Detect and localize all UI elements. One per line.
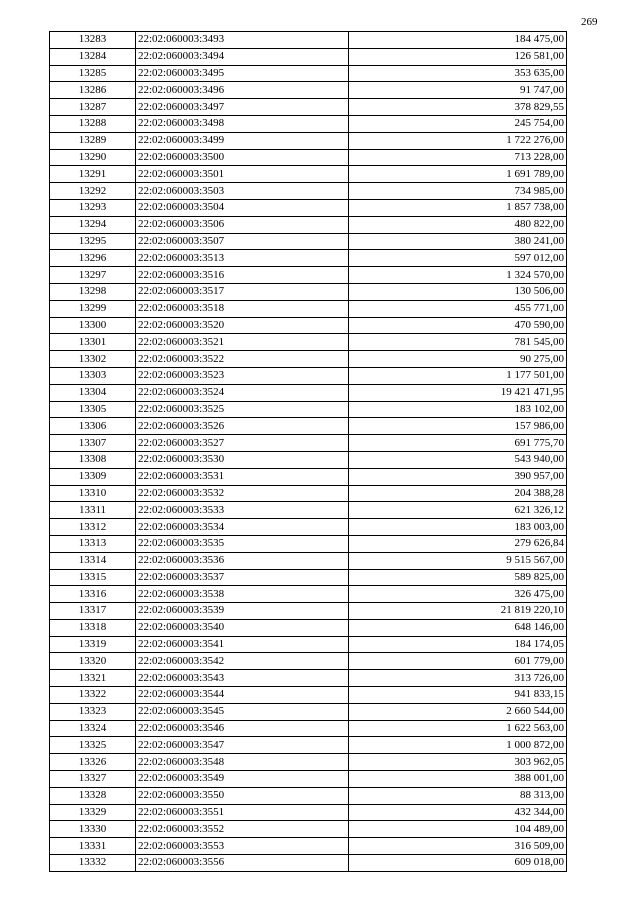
cadastral-number-cell: 22:02:060003:3497 — [136, 99, 349, 116]
row-number-cell: 13283 — [50, 32, 136, 49]
row-number-cell: 13326 — [50, 754, 136, 771]
row-number-cell: 13332 — [50, 855, 136, 872]
row-number-cell: 13303 — [50, 367, 136, 384]
cadastral-number-cell: 22:02:060003:3539 — [136, 603, 349, 620]
cadastral-number-cell: 22:02:060003:3536 — [136, 552, 349, 569]
cadastral-number-cell: 22:02:060003:3537 — [136, 569, 349, 586]
value-cell: 609 018,00 — [349, 855, 567, 872]
cadastral-number-cell: 22:02:060003:3523 — [136, 367, 349, 384]
cadastral-number-cell: 22:02:060003:3525 — [136, 401, 349, 418]
row-number-cell: 13315 — [50, 569, 136, 586]
value-cell: 326 475,00 — [349, 586, 567, 603]
row-number-cell: 13300 — [50, 317, 136, 334]
cadastral-number-cell: 22:02:060003:3501 — [136, 166, 349, 183]
row-number-cell: 13312 — [50, 519, 136, 536]
table-row — [50, 687, 567, 704]
table-row — [50, 351, 567, 368]
value-cell: 316 509,00 — [349, 838, 567, 855]
value-cell: 303 962,05 — [349, 754, 567, 771]
table-row — [50, 401, 567, 418]
cadastral-number-cell: 22:02:060003:3526 — [136, 418, 349, 435]
row-number-cell: 13297 — [50, 267, 136, 284]
cadastral-number-cell: 22:02:060003:3532 — [136, 485, 349, 502]
cadastral-number-cell: 22:02:060003:3522 — [136, 351, 349, 368]
cadastral-number-cell: 22:02:060003:3518 — [136, 300, 349, 317]
cadastral-number-cell: 22:02:060003:3538 — [136, 586, 349, 603]
value-cell: 1 177 501,00 — [349, 367, 567, 384]
cadastral-number-cell: 22:02:060003:3540 — [136, 619, 349, 636]
row-number-cell: 13319 — [50, 636, 136, 653]
cadastral-number-cell: 22:02:060003:3516 — [136, 267, 349, 284]
value-cell: 184 174,05 — [349, 636, 567, 653]
value-cell: 734 985,00 — [349, 183, 567, 200]
value-cell: 9 515 567,00 — [349, 552, 567, 569]
row-number-cell: 13302 — [50, 351, 136, 368]
row-number-cell: 13295 — [50, 233, 136, 250]
registry-table — [49, 31, 567, 872]
cadastral-number-cell: 22:02:060003:3506 — [136, 216, 349, 233]
value-cell: 601 779,00 — [349, 653, 567, 670]
value-cell: 432 344,00 — [349, 804, 567, 821]
row-number-cell: 13293 — [50, 199, 136, 216]
value-cell: 1 691 789,00 — [349, 166, 567, 183]
value-cell: 19 421 471,95 — [349, 384, 567, 401]
value-cell: 2 660 544,00 — [349, 703, 567, 720]
cadastral-number-cell: 22:02:060003:3542 — [136, 653, 349, 670]
row-number-cell: 13298 — [50, 283, 136, 300]
page-number: 269 — [581, 16, 598, 28]
cadastral-number-cell: 22:02:060003:3535 — [136, 535, 349, 552]
cadastral-number-cell: 22:02:060003:3547 — [136, 737, 349, 754]
table-row — [50, 754, 567, 771]
value-cell: 597 012,00 — [349, 250, 567, 267]
row-number-cell: 13316 — [50, 586, 136, 603]
table-row — [50, 552, 567, 569]
cadastral-number-cell: 22:02:060003:3551 — [136, 804, 349, 821]
row-number-cell: 13304 — [50, 384, 136, 401]
value-cell: 713 228,00 — [349, 149, 567, 166]
value-cell: 390 957,00 — [349, 468, 567, 485]
table-row — [50, 451, 567, 468]
row-number-cell: 13290 — [50, 149, 136, 166]
value-cell: 353 635,00 — [349, 65, 567, 82]
value-cell: 388 001,00 — [349, 771, 567, 788]
cadastral-number-cell: 22:02:060003:3517 — [136, 283, 349, 300]
cadastral-number-cell: 22:02:060003:3520 — [136, 317, 349, 334]
value-cell: 781 545,00 — [349, 334, 567, 351]
value-cell: 126 581,00 — [349, 48, 567, 65]
table-row — [50, 132, 567, 149]
cadastral-number-cell: 22:02:060003:3499 — [136, 132, 349, 149]
cadastral-number-cell: 22:02:060003:3534 — [136, 519, 349, 536]
cadastral-number-cell: 22:02:060003:3549 — [136, 771, 349, 788]
cadastral-number-cell: 22:02:060003:3527 — [136, 435, 349, 452]
value-cell: 313 726,00 — [349, 670, 567, 687]
value-cell: 183 003,00 — [349, 519, 567, 536]
cadastral-number-cell: 22:02:060003:3550 — [136, 787, 349, 804]
table-row — [50, 384, 567, 401]
value-cell: 648 146,00 — [349, 619, 567, 636]
row-number-cell: 13307 — [50, 435, 136, 452]
row-number-cell: 13289 — [50, 132, 136, 149]
row-number-cell: 13311 — [50, 502, 136, 519]
row-number-cell: 13301 — [50, 334, 136, 351]
cadastral-number-cell: 22:02:060003:3493 — [136, 32, 349, 49]
cadastral-number-cell: 22:02:060003:3541 — [136, 636, 349, 653]
value-cell: 1 622 563,00 — [349, 720, 567, 737]
value-cell: 470 590,00 — [349, 317, 567, 334]
table-row — [50, 502, 567, 519]
row-number-cell: 13299 — [50, 300, 136, 317]
row-number-cell: 13284 — [50, 48, 136, 65]
cadastral-number-cell: 22:02:060003:3530 — [136, 451, 349, 468]
table-body — [50, 32, 567, 872]
cadastral-number-cell: 22:02:060003:3553 — [136, 838, 349, 855]
table-row — [50, 737, 567, 754]
table-row — [50, 485, 567, 502]
cadastral-number-cell: 22:02:060003:3543 — [136, 670, 349, 687]
cadastral-number-cell: 22:02:060003:3500 — [136, 149, 349, 166]
table-row — [50, 821, 567, 838]
table-row — [50, 166, 567, 183]
table-row — [50, 82, 567, 99]
table-row — [50, 586, 567, 603]
row-number-cell: 13287 — [50, 99, 136, 116]
cadastral-number-cell: 22:02:060003:3556 — [136, 855, 349, 872]
value-cell: 455 771,00 — [349, 300, 567, 317]
value-cell: 130 506,00 — [349, 283, 567, 300]
table-row — [50, 535, 567, 552]
row-number-cell: 13321 — [50, 670, 136, 687]
table-row — [50, 99, 567, 116]
table-row — [50, 619, 567, 636]
table-row — [50, 317, 567, 334]
value-cell: 184 475,00 — [349, 32, 567, 49]
table-row — [50, 233, 567, 250]
row-number-cell: 13308 — [50, 451, 136, 468]
row-number-cell: 13291 — [50, 166, 136, 183]
row-number-cell: 13318 — [50, 619, 136, 636]
value-cell: 1 857 738,00 — [349, 199, 567, 216]
table-row — [50, 636, 567, 653]
table-row — [50, 32, 567, 49]
row-number-cell: 13324 — [50, 720, 136, 737]
table-row — [50, 435, 567, 452]
table-row — [50, 468, 567, 485]
table-row — [50, 300, 567, 317]
cadastral-number-cell: 22:02:060003:3507 — [136, 233, 349, 250]
table-row — [50, 720, 567, 737]
table-row — [50, 149, 567, 166]
row-number-cell: 13306 — [50, 418, 136, 435]
table-row — [50, 65, 567, 82]
cadastral-number-cell: 22:02:060003:3548 — [136, 754, 349, 771]
row-number-cell: 13296 — [50, 250, 136, 267]
table-row — [50, 267, 567, 284]
value-cell: 204 388,28 — [349, 485, 567, 502]
value-cell: 91 747,00 — [349, 82, 567, 99]
value-cell: 1 000 872,00 — [349, 737, 567, 754]
cadastral-number-cell: 22:02:060003:3521 — [136, 334, 349, 351]
table-row — [50, 250, 567, 267]
cadastral-number-cell: 22:02:060003:3496 — [136, 82, 349, 99]
cadastral-number-cell: 22:02:060003:3513 — [136, 250, 349, 267]
value-cell: 543 940,00 — [349, 451, 567, 468]
row-number-cell: 13294 — [50, 216, 136, 233]
row-number-cell: 13313 — [50, 535, 136, 552]
table-row — [50, 670, 567, 687]
table-row — [50, 115, 567, 132]
value-cell: 589 825,00 — [349, 569, 567, 586]
table-row — [50, 653, 567, 670]
row-number-cell: 13310 — [50, 485, 136, 502]
table-row — [50, 804, 567, 821]
value-cell: 104 489,00 — [349, 821, 567, 838]
table-row — [50, 216, 567, 233]
row-number-cell: 13325 — [50, 737, 136, 754]
row-number-cell: 13317 — [50, 603, 136, 620]
row-number-cell: 13327 — [50, 771, 136, 788]
value-cell: 1 324 570,00 — [349, 267, 567, 284]
row-number-cell: 13314 — [50, 552, 136, 569]
row-number-cell: 13331 — [50, 838, 136, 855]
row-number-cell: 13309 — [50, 468, 136, 485]
table-row — [50, 48, 567, 65]
value-cell: 1 722 276,00 — [349, 132, 567, 149]
value-cell: 691 775,70 — [349, 435, 567, 452]
value-cell: 157 986,00 — [349, 418, 567, 435]
value-cell: 941 833,15 — [349, 687, 567, 704]
row-number-cell: 13285 — [50, 65, 136, 82]
table-row — [50, 418, 567, 435]
value-cell: 480 822,00 — [349, 216, 567, 233]
cadastral-number-cell: 22:02:060003:3544 — [136, 687, 349, 704]
value-cell: 279 626,84 — [349, 535, 567, 552]
value-cell: 183 102,00 — [349, 401, 567, 418]
table-row — [50, 703, 567, 720]
cadastral-number-cell: 22:02:060003:3495 — [136, 65, 349, 82]
row-number-cell: 13329 — [50, 804, 136, 821]
cadastral-number-cell: 22:02:060003:3504 — [136, 199, 349, 216]
table-row — [50, 855, 567, 872]
row-number-cell: 13323 — [50, 703, 136, 720]
value-cell: 380 241,00 — [349, 233, 567, 250]
row-number-cell: 13322 — [50, 687, 136, 704]
cadastral-number-cell: 22:02:060003:3498 — [136, 115, 349, 132]
row-number-cell: 13292 — [50, 183, 136, 200]
value-cell: 378 829,55 — [349, 99, 567, 116]
table-row — [50, 838, 567, 855]
table-row — [50, 334, 567, 351]
table-row — [50, 787, 567, 804]
table-row — [50, 367, 567, 384]
row-number-cell: 13305 — [50, 401, 136, 418]
table-row — [50, 199, 567, 216]
value-cell: 621 326,12 — [349, 502, 567, 519]
value-cell: 21 819 220,10 — [349, 603, 567, 620]
row-number-cell: 13288 — [50, 115, 136, 132]
row-number-cell: 13328 — [50, 787, 136, 804]
value-cell: 90 275,00 — [349, 351, 567, 368]
cadastral-number-cell: 22:02:060003:3545 — [136, 703, 349, 720]
cadastral-number-cell: 22:02:060003:3524 — [136, 384, 349, 401]
cadastral-number-cell: 22:02:060003:3494 — [136, 48, 349, 65]
row-number-cell: 13286 — [50, 82, 136, 99]
cadastral-number-cell: 22:02:060003:3503 — [136, 183, 349, 200]
row-number-cell: 13320 — [50, 653, 136, 670]
table-row — [50, 771, 567, 788]
table-row — [50, 183, 567, 200]
cadastral-number-cell: 22:02:060003:3552 — [136, 821, 349, 838]
cadastral-number-cell: 22:02:060003:3546 — [136, 720, 349, 737]
table-row — [50, 569, 567, 586]
value-cell: 245 754,00 — [349, 115, 567, 132]
row-number-cell: 13330 — [50, 821, 136, 838]
table-row — [50, 603, 567, 620]
value-cell: 88 313,00 — [349, 787, 567, 804]
cadastral-number-cell: 22:02:060003:3531 — [136, 468, 349, 485]
cadastral-number-cell: 22:02:060003:3533 — [136, 502, 349, 519]
table-row — [50, 519, 567, 536]
table-row — [50, 283, 567, 300]
